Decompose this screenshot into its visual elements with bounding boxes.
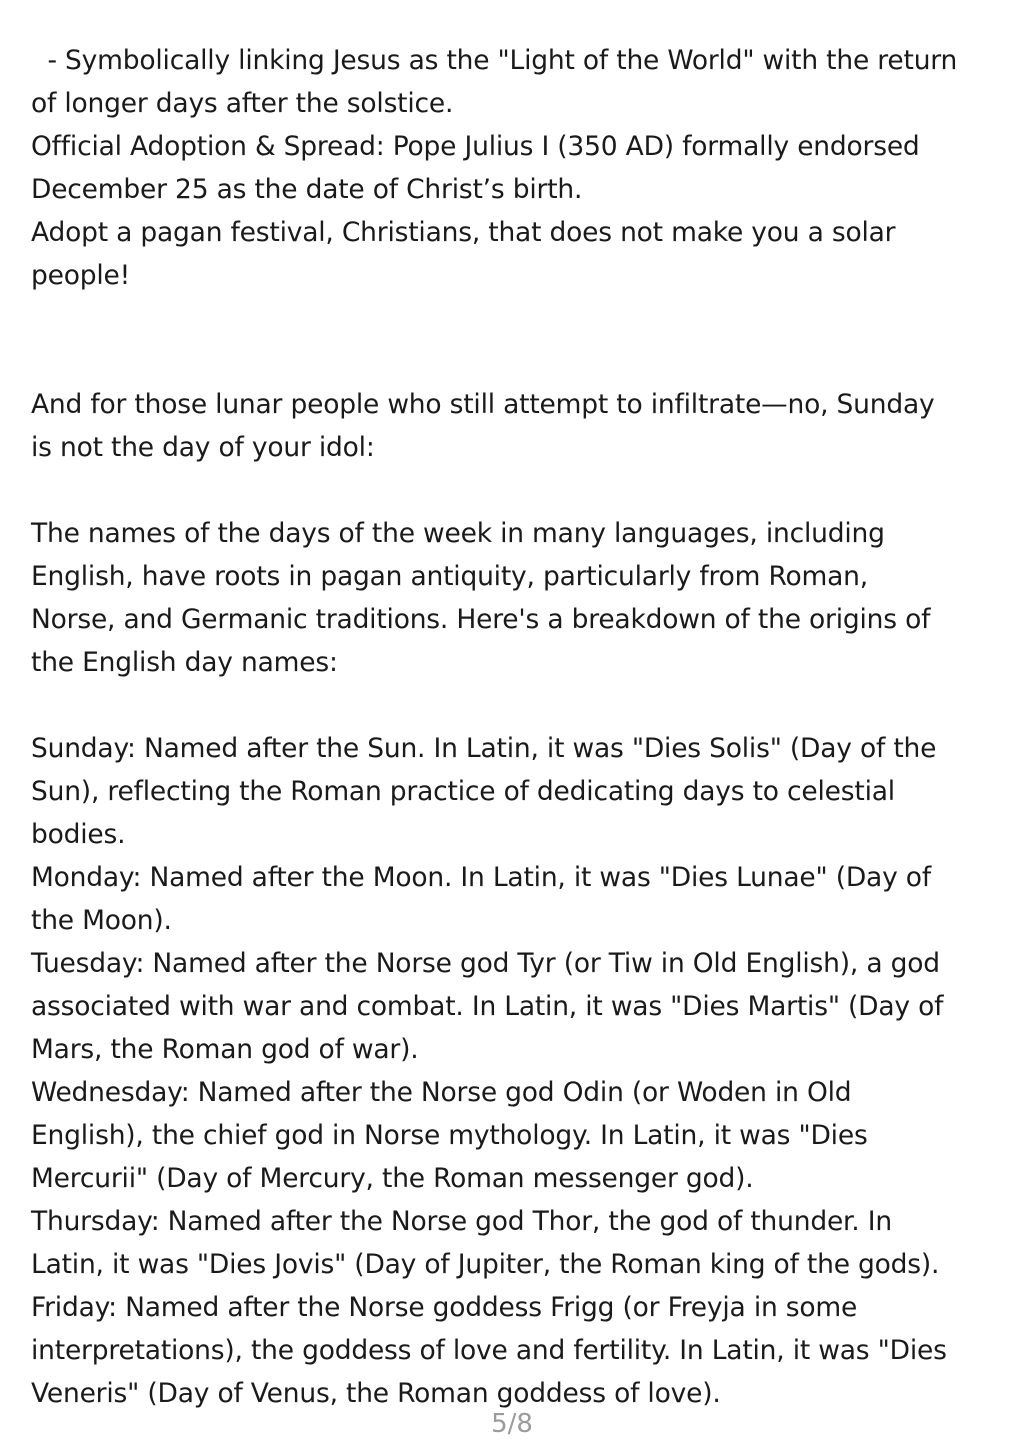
text-line: - Symbolically linking Jesus as the "Light of the World" with the return: [31, 45, 958, 76]
blank-line: [31, 469, 993, 512]
text-line: is not the day of your idol:: [31, 432, 375, 463]
text-line: the Moon).: [31, 905, 172, 936]
text-line: Mars, the Roman god of war).: [31, 1034, 419, 1065]
text-line: Norse, and Germanic traditions. Here's a breakdown of the origins of: [31, 604, 931, 635]
text-line: December 25 as the date of Christ’s birth.: [31, 174, 583, 205]
text-line: Veneris" (Day of Venus, the Roman goddess of love).: [31, 1378, 721, 1409]
text-line: interpretations), the goddess of love and fertility. In Latin, it was "Dies: [31, 1335, 947, 1366]
text-line: Official Adoption & Spread: Pope Julius I (350 AD) formally endorsed: [31, 131, 920, 162]
text-line: people!: [31, 260, 131, 291]
text-line: of longer days after the solstice.: [31, 88, 454, 119]
text-line: English), the chief god in Norse mythology. In Latin, it was "Dies: [31, 1120, 868, 1151]
text-line: Wednesday: Named after the Norse god Odin (or Woden in Old: [31, 1077, 852, 1108]
text-line: Sun), reflecting the Roman practice of dedicating days to celestial: [31, 776, 895, 807]
text-line: Latin, it was "Dies Jovis" (Day of Jupiter, the Roman king of the gods).: [31, 1249, 940, 1280]
text-line: Tuesday: Named after the Norse god Tyr (or Tiw in Old English), a god: [31, 948, 940, 979]
text-line: the English day names:: [31, 647, 338, 678]
page-indicator: 5/8: [491, 1409, 533, 1439]
text-line: associated with war and combat. In Latin, it was "Dies Martis" (Day of: [31, 991, 944, 1022]
text-line: English, have roots in pagan antiquity, particularly from Roman,: [31, 561, 868, 592]
blank-line: [31, 340, 993, 383]
document-body: [31, 39, 993, 1415]
text-line: Monday: Named after the Moon. In Latin, it was "Dies Lunae" (Day of: [31, 862, 931, 893]
blank-line: [31, 684, 993, 727]
text-line: Sunday: Named after the Sun. In Latin, it was "Dies Solis" (Day of the: [31, 733, 937, 764]
text-line: Thursday: Named after the Norse god Thor, the god of thunder. In: [31, 1206, 892, 1237]
text-line: The names of the days of the week in many languages, including: [31, 518, 885, 549]
text-line: And for those lunar people who still attempt to infiltrate—no, Sunday: [31, 389, 935, 420]
text-line: Mercurii" (Day of Mercury, the Roman messenger god).: [31, 1163, 754, 1194]
text-line: Adopt a pagan festival, Christians, that does not make you a solar: [31, 217, 896, 248]
blank-line: [31, 297, 993, 340]
text-line: Friday: Named after the Norse goddess Frigg (or Freyja in some: [31, 1292, 858, 1323]
text-line: bodies.: [31, 819, 126, 850]
